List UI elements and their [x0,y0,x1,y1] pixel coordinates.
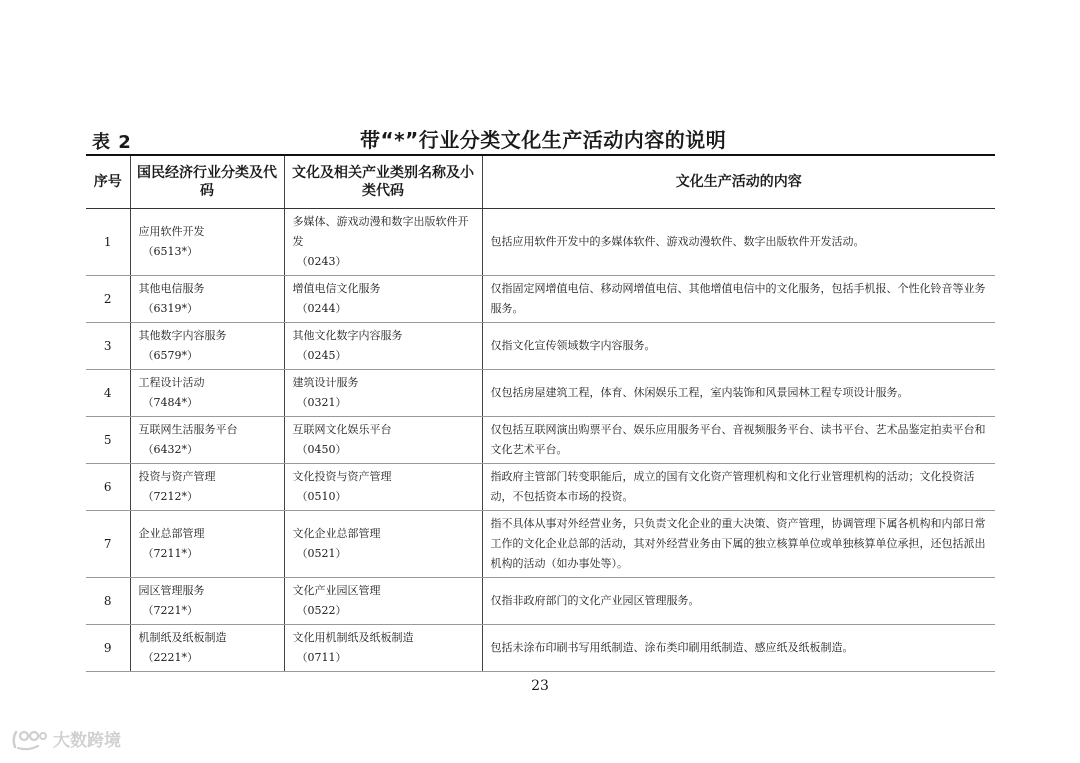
table-row [86,370,995,417]
category-name: 文化产业园区管理 [292,584,381,597]
category-code: （0244） [296,302,347,315]
content-cell: 包括未涂布印刷书写用纸制造、涂布类印刷用纸制造、感应纸及纸板制造。 [482,625,995,672]
category-name: 文化投资与资产管理 [292,470,392,483]
table-row [86,511,995,578]
industry-cell [130,625,284,672]
industry-code: （6513*） [142,245,198,258]
category-name: 建筑设计服务 [292,376,359,389]
watermark [10,726,121,751]
table-row [86,276,995,323]
industry-name: 互联网生活服务平台 [138,423,238,436]
category-code: （0245） [296,349,347,362]
row-index: 3 [86,323,130,370]
category-code: （0510） [296,490,347,503]
industry-cell [130,511,284,578]
content-cell: 仅包括互联网演出购票平台、娱乐应用服务平台、音视频服务平台、读书平台、艺术品鉴定拍卖平台和文化艺术平台。 [482,417,995,464]
row-index: 1 [86,209,130,276]
industry-code: （2221*） [142,651,198,664]
category-code: （0711） [296,651,347,664]
row-index: 9 [86,625,130,672]
row-index: 5 [86,417,130,464]
industry-code: （7211*） [142,547,198,560]
header-index: 序号 [86,155,130,209]
table-header-row [86,155,995,209]
industry-cell [130,464,284,511]
table-row [86,578,995,625]
category-name: 文化企业总部管理 [292,527,381,540]
category-name: 其他文化数字内容服务 [292,329,403,342]
industry-name: 其他数字内容服务 [138,329,227,342]
table-row [86,625,995,672]
industry-cell [130,323,284,370]
row-index: 8 [86,578,130,625]
category-cell [284,511,482,578]
description-table-container [86,154,995,672]
category-cell [284,625,482,672]
category-cell [284,209,482,276]
industry-cell [130,578,284,625]
category-code: （0521） [296,547,347,560]
category-name: 文化用机制纸及纸板制造 [292,631,414,644]
industry-name: 园区管理服务 [138,584,205,597]
industry-cell [130,370,284,417]
industry-name: 其他电信服务 [138,282,205,295]
category-name: 互联网文化娱乐平台 [292,423,392,436]
category-cell [284,464,482,511]
industry-code: （6319*） [142,302,198,315]
industry-cell [130,417,284,464]
industry-cell [130,209,284,276]
header-industry: 国民经济行业分类及代码 [130,155,284,209]
category-cell [284,370,482,417]
page-number: 23 [531,678,549,694]
category-name: 增值电信文化服务 [292,282,381,295]
description-table [86,154,995,672]
row-index: 7 [86,511,130,578]
industry-code: （6432*） [142,443,198,456]
category-cell [284,323,482,370]
industry-name: 工程设计活动 [138,376,205,389]
content-cell: 仅指非政府部门的文化产业园区管理服务。 [482,578,995,625]
content-cell: 包括应用软件开发中的多媒体软件、游戏动漫软件、数字出版软件开发活动。 [482,209,995,276]
content-cell: 仅包括房屋建筑工程，体育、休闲娱乐工程，室内装饰和风景园林工程专项设计服务。 [482,370,995,417]
industry-cell [130,276,284,323]
row-index: 6 [86,464,130,511]
table-row [86,209,995,276]
watermark-text: 大数跨境 [53,731,121,751]
category-cell [284,417,482,464]
row-index: 2 [86,276,130,323]
header-category: 文化及相关产业类别名称及小类代码 [284,155,482,209]
table-title: 带“*”行业分类文化生产活动内容的说明 [360,128,727,152]
category-code: （0243） [296,255,347,268]
content-cell: 指不具体从事对外经营业务，只负责文化企业的重大决策、资产管理，协调管理下属各机构和内部日常工作的文化企业总部的活动，其对外经营业务由下属的独立核算单位或单独核算单位承担，还包括派出机构的活动（如办事处等）。 [482,511,995,578]
category-code: （0522） [296,604,347,617]
content-cell: 仅指固定网增值电信、移动网增值电信、其他增值电信中的文化服务，包括手机报、个性化铃音等业务服务。 [482,276,995,323]
industry-code: （7221*） [142,604,198,617]
category-cell [284,578,482,625]
category-code: （0321） [296,396,347,409]
content-cell: 仅指文化宣传领域数字内容服务。 [482,323,995,370]
table-body [86,209,995,672]
industry-code: （6579*） [142,349,198,362]
industry-name: 投资与资产管理 [138,470,216,483]
industry-code: （7484*） [142,396,198,409]
row-index: 4 [86,370,130,417]
category-name: 多媒体、游戏动漫和数字出版软件开发 [292,215,469,248]
content-cell: 指政府主管部门转变职能后，成立的国有文化资产管理机构和文化行业管理机构的活动；文化投资活动，不包括资本市场的投资。 [482,464,995,511]
table-label: 表 2 [92,132,132,153]
header-content: 文化生产活动的内容 [482,155,995,209]
industry-code: （7212*） [142,490,198,503]
industry-name: 应用软件开发 [138,225,205,238]
category-cell [284,276,482,323]
industry-name: 企业总部管理 [138,527,205,540]
table-row [86,323,995,370]
category-code: （0450） [296,443,347,456]
table-row [86,417,995,464]
table-row [86,464,995,511]
industry-name: 机制纸及纸板制造 [138,631,227,644]
brand-logo-icon [10,727,48,751]
